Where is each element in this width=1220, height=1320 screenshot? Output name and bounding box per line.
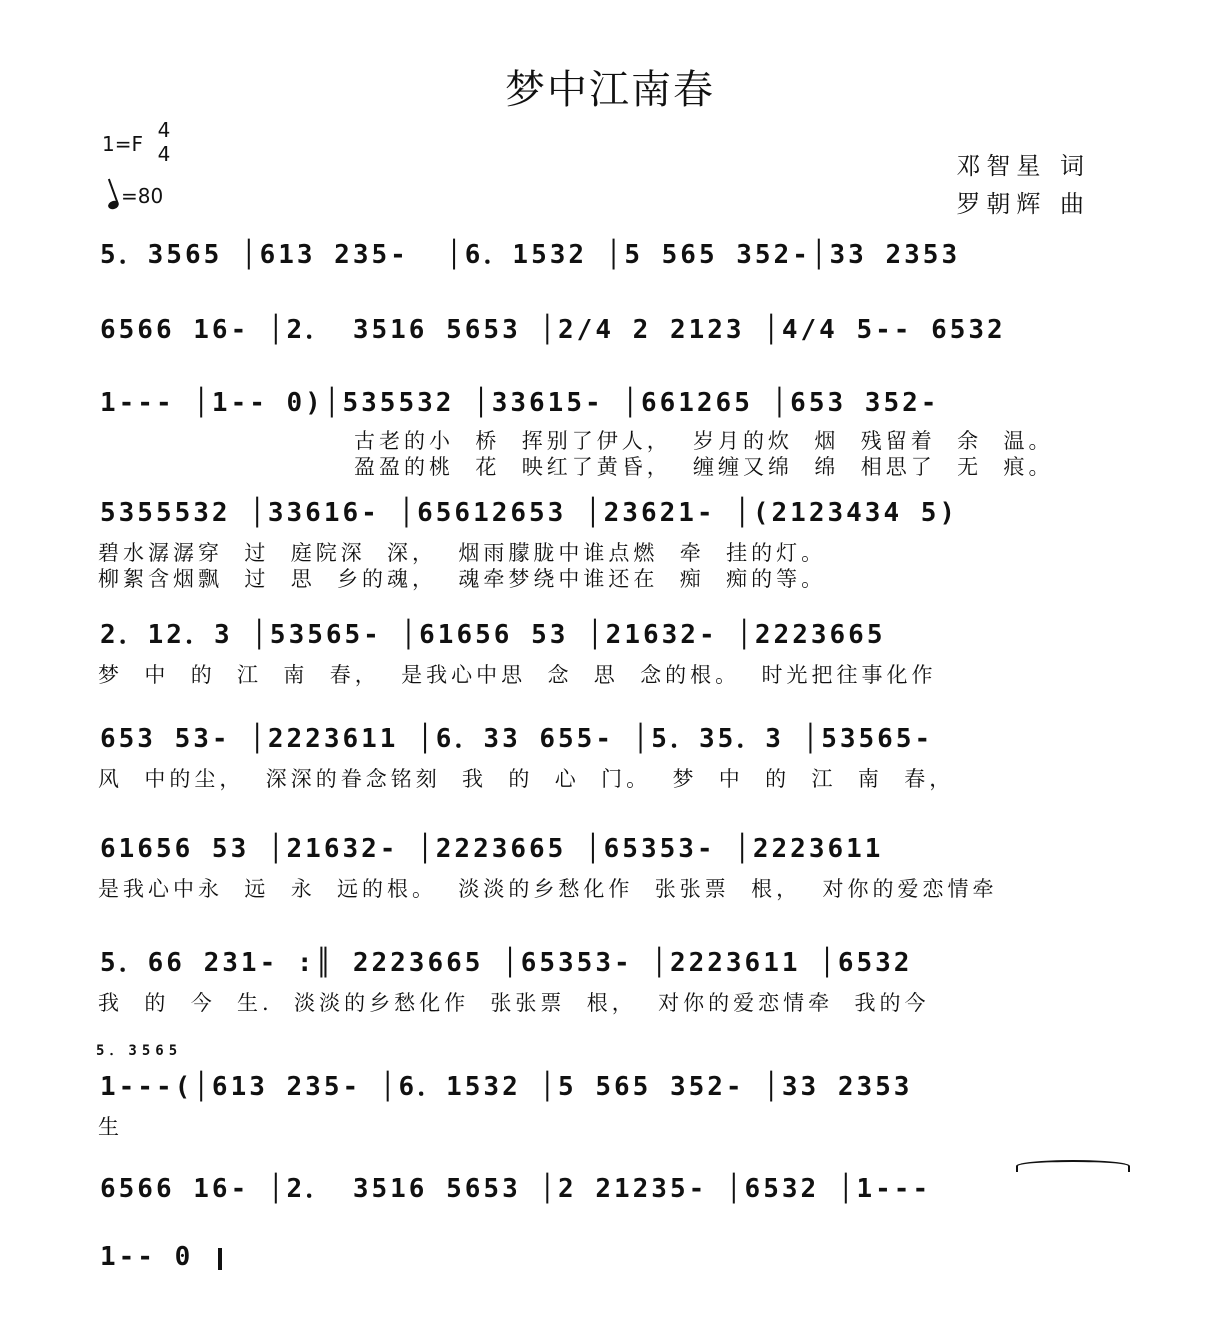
staff-line-1: 5．3565 │613 235- │6．1532 │5 565 352-│33 2353 (100, 240, 961, 270)
lyric-row-4-verse-1: 碧水潺潺穿 过 庭院深 深， 烟雨朦胧中谁点燃 牵 挂的灯。 (98, 541, 827, 565)
lyric-row-4-verse-2: 柳絮含烟飘 过 思 乡的魂， 魂牵梦绕中谁还在 痴 痴的等。 (98, 567, 827, 591)
tie-arc (1016, 1160, 1130, 1172)
staff-line-8: 5．66 231- :║ 2223665 │65353- │2223611 │6532 (100, 948, 913, 978)
lyric-row-5: 梦 中 的 江 南 春， 是我心中思 念 思 念的根。 时光把往事化作 (98, 663, 937, 687)
lyric-row-3-verse-2: 盈盈的桃 花 映红了黄昏， 缠缠又绵 绵 相思了 无 痕。 (354, 455, 1054, 479)
staff-line-6: 653 53- │2223611 │6．33 655- │5．35．3 │53565- (100, 724, 934, 754)
key-signature: 1=F (102, 132, 143, 156)
lyric-row-6: 风 中的尘， 深深的眷念铭刻 我 的 心 门。 梦 中 的 江 南 春， (98, 767, 955, 791)
page-title: 梦中江南春 (505, 67, 715, 113)
staff-line-5: 2．12．3 │53565- │61656 53 │21632- │2223665 (100, 620, 886, 650)
composer-credit: 罗朝辉 曲 (956, 190, 1090, 218)
pickup-small-notation: 5．3565 (96, 1043, 183, 1059)
staff-line-9: 1---(│613 235- │6．1532 │5 565 352- │33 2353 (100, 1072, 913, 1102)
lyric-row-7: 是我心中永 远 永 远的根。 淡淡的乡愁化作 张张票 根， 对你的爱恋情牵 (98, 877, 998, 901)
time-signature-bottom: 4 (157, 142, 171, 166)
staff-line-4: 5355532 │33616- │65612653 │23621- │(2123434 5) (100, 498, 959, 528)
staff-line-2: 6566 16- │2． 3516 5653 │2/4 2 2123 │4/4 5-- 6532 (100, 315, 1006, 345)
tempo-value: =80 (121, 184, 164, 208)
quarter-note-icon (107, 199, 120, 210)
lyric-row-9: 生 (98, 1115, 123, 1139)
staff-line-3: 1--- │1-- 0)│535532 │33615- │661265 │653 352- (100, 388, 940, 418)
tempo-marking (108, 184, 163, 209)
staff-line-11: 1-- 0 (100, 1242, 194, 1272)
time-signature (154, 118, 174, 166)
lyricist-credit: 邓智星 词 (956, 152, 1090, 180)
lyric-row-3-verse-1: 古老的小 桥 挥别了伊人， 岁月的炊 烟 残留着 余 温。 (354, 429, 1054, 453)
staff-line-7: 61656 53 │21632- │2223665 │65353- │2223611 (100, 834, 884, 864)
final-barline (218, 1248, 222, 1270)
time-signature-top: 4 (157, 118, 171, 142)
lyric-row-8: 我 的 今 生. 淡淡的乡愁化作 张张票 根， 对你的爱恋情牵 我的今 (98, 991, 930, 1015)
staff-line-10: 6566 16- │2． 3516 5653 │2 21235- │6532 │1--- (100, 1174, 932, 1204)
